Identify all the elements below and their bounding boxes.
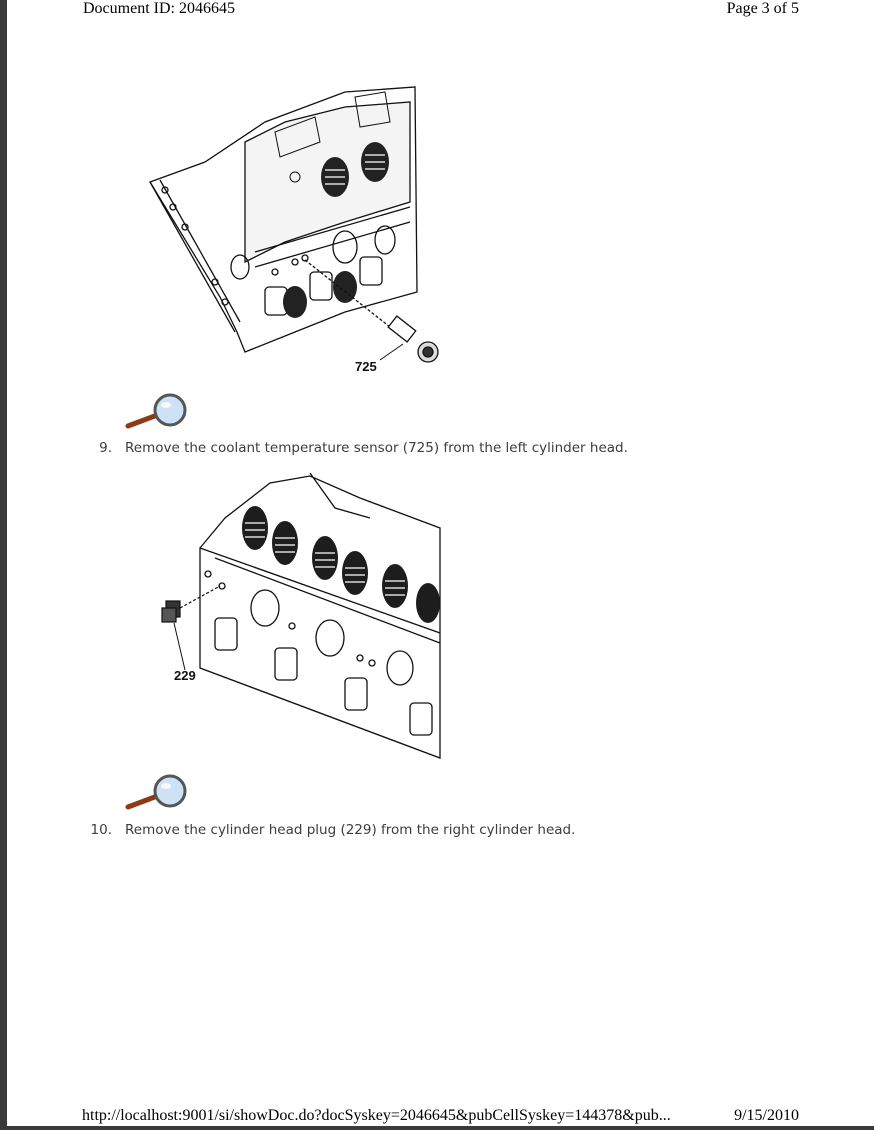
magnifier-icon[interactable]	[122, 773, 192, 818]
step-text: Remove the cylinder head plug (229) from the right cylinder head.	[125, 822, 576, 838]
callout-229: 229	[174, 668, 196, 683]
step-text: Remove the coolant temperature sensor (725) from the left cylinder head.	[125, 440, 628, 456]
coolant-sensor-illustration	[145, 82, 445, 377]
cylinder-head-plug-illustration	[160, 468, 445, 760]
document-id: Document ID: 2046645	[83, 0, 235, 17]
footer-date: 9/15/2010	[734, 1107, 799, 1124]
page-number: Page 3 of 5	[726, 0, 799, 17]
step-number: 10.	[90, 822, 112, 838]
footer-url[interactable]: http://localhost:9001/si/showDoc.do?docSyskey=2046645&pubCellSyskey=144378&pub...	[82, 1107, 671, 1124]
step-number: 9.	[99, 440, 112, 456]
callout-725: 725	[355, 359, 377, 374]
bottom-border	[0, 1126, 874, 1130]
left-border	[0, 0, 7, 1130]
magnifier-icon[interactable]	[122, 392, 192, 437]
